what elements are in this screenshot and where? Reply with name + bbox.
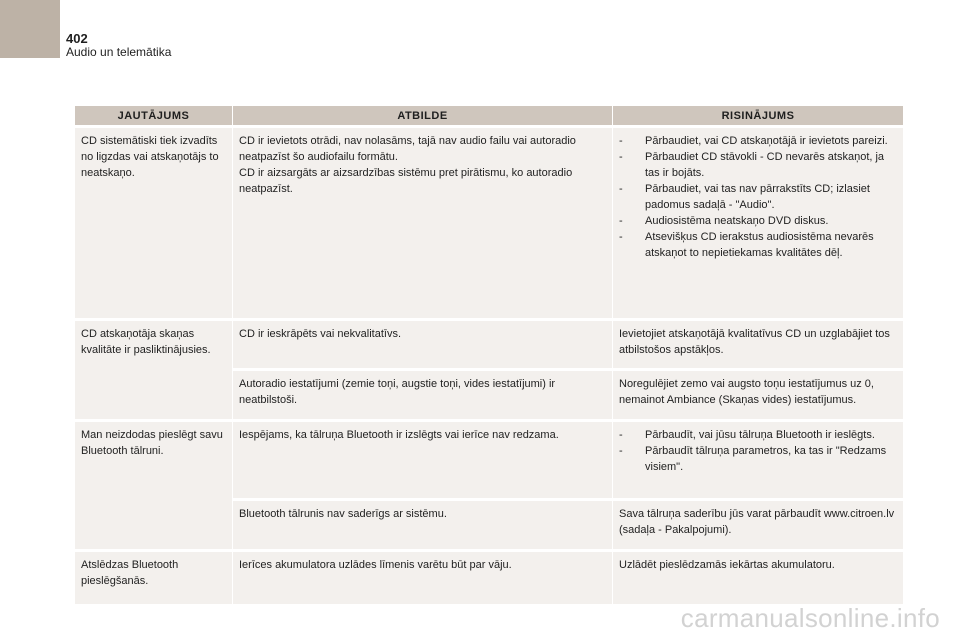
solution-step: - Pārbaudiet CD stāvokli - CD nevarēs atskaņot, ja tas ir bojāts. bbox=[619, 149, 899, 181]
solution-cell: Uzlādēt pieslēdzamās iekārtas akumulatoru. bbox=[613, 552, 903, 604]
solution-step: - Pārbaudīt tālruņa parametros, ka tas ir "Redzams visiem". bbox=[619, 443, 899, 475]
solution-step: - Pārbaudīt, vai jūsu tālruņa Bluetooth ir ieslēgts. bbox=[619, 427, 899, 443]
question-cell: Atslēdzas Bluetooth pieslēgšanās. bbox=[75, 552, 233, 604]
question-cell: CD sistemātiski tiek izvadīts no ligzdas vai atskaņotājs to neatskaņo. bbox=[75, 128, 233, 318]
page-number: 402 bbox=[66, 31, 88, 46]
header-answer: ATBILDE bbox=[233, 106, 613, 125]
page-corner-tab bbox=[0, 0, 60, 58]
answer-cell: CD ir ieskrāpēts vai nekvalitatīvs. bbox=[233, 321, 613, 368]
table-row bbox=[75, 552, 903, 604]
header-solution: RISINĀJUMS bbox=[613, 106, 903, 125]
solution-cell: Sava tālruņa saderību jūs varat pārbaudīt www.citroen.lv (sadaļa - Pakalpojumi). bbox=[613, 501, 903, 549]
answer-cell: Ierīces akumulatora uzlādes līmenis varētu būt par vāju. bbox=[233, 552, 613, 604]
header-question: JAUTĀJUMS bbox=[75, 106, 233, 125]
answer-cell: Bluetooth tālrunis nav saderīgs ar sistēmu. bbox=[233, 501, 613, 549]
answer-line: CD ir ievietots otrādi, nav nolasāms, tajā nav audio failu vai autoradio neatpazīst šo audiofailu formātu. bbox=[239, 135, 576, 163]
solution-list bbox=[619, 133, 899, 261]
solution-cell bbox=[613, 128, 903, 318]
question-cell: CD atskaņotāja skaņas kvalitāte ir pasliktinājusies. bbox=[75, 321, 233, 419]
table-row bbox=[75, 422, 903, 498]
solution-step: - Pārbaudiet, vai tas nav pārrakstīts CD; izlasiet padomus sadaļā - "Audio". bbox=[619, 181, 899, 213]
answer-cell: Iespējams, ka tālruņa Bluetooth ir izslēgts vai ierīce nav redzama. bbox=[233, 422, 613, 498]
answer-cell: Autoradio iestatījumi (zemie toņi, augstie toņi, vides iestatījumi) ir neatbilstoši. bbox=[233, 371, 613, 419]
answer-cell bbox=[233, 128, 613, 318]
table-row bbox=[75, 128, 903, 318]
solution-cell: Noregulējiet zemo vai augsto toņu iestatījumus uz 0, nemainot Ambiance (Skaņas vides) iestatījumus. bbox=[613, 371, 903, 419]
table-row bbox=[75, 321, 903, 368]
table-header-row bbox=[75, 106, 903, 125]
section-title: Audio un telemātika bbox=[66, 45, 172, 59]
question-cell: Man neizdodas pieslēgt savu Bluetooth tālruni. bbox=[75, 422, 233, 549]
troubleshooting-table bbox=[75, 103, 903, 607]
solution-step: - Audiosistēma neatskaņo DVD diskus. bbox=[619, 213, 899, 229]
solution-list bbox=[619, 427, 899, 475]
solution-step: - Atsevišķus CD ierakstus audiosistēma nevarēs atskaņot to nepietiekamas kvalitātes dēļ. bbox=[619, 229, 899, 261]
solution-cell bbox=[613, 422, 903, 498]
watermark: carmanualsonline.info bbox=[680, 603, 940, 633]
solution-cell: Ievietojiet atskaņotājā kvalitatīvus CD un uzglabājiet tos atbilstošos apstākļos. bbox=[613, 321, 903, 368]
solution-step: - Pārbaudiet, vai CD atskaņotājā ir ievietots pareizi. bbox=[619, 133, 899, 149]
answer-line: CD ir aizsargāts ar aizsardzības sistēmu pret pirātismu, ko autoradio neatpazīst. bbox=[239, 167, 573, 195]
